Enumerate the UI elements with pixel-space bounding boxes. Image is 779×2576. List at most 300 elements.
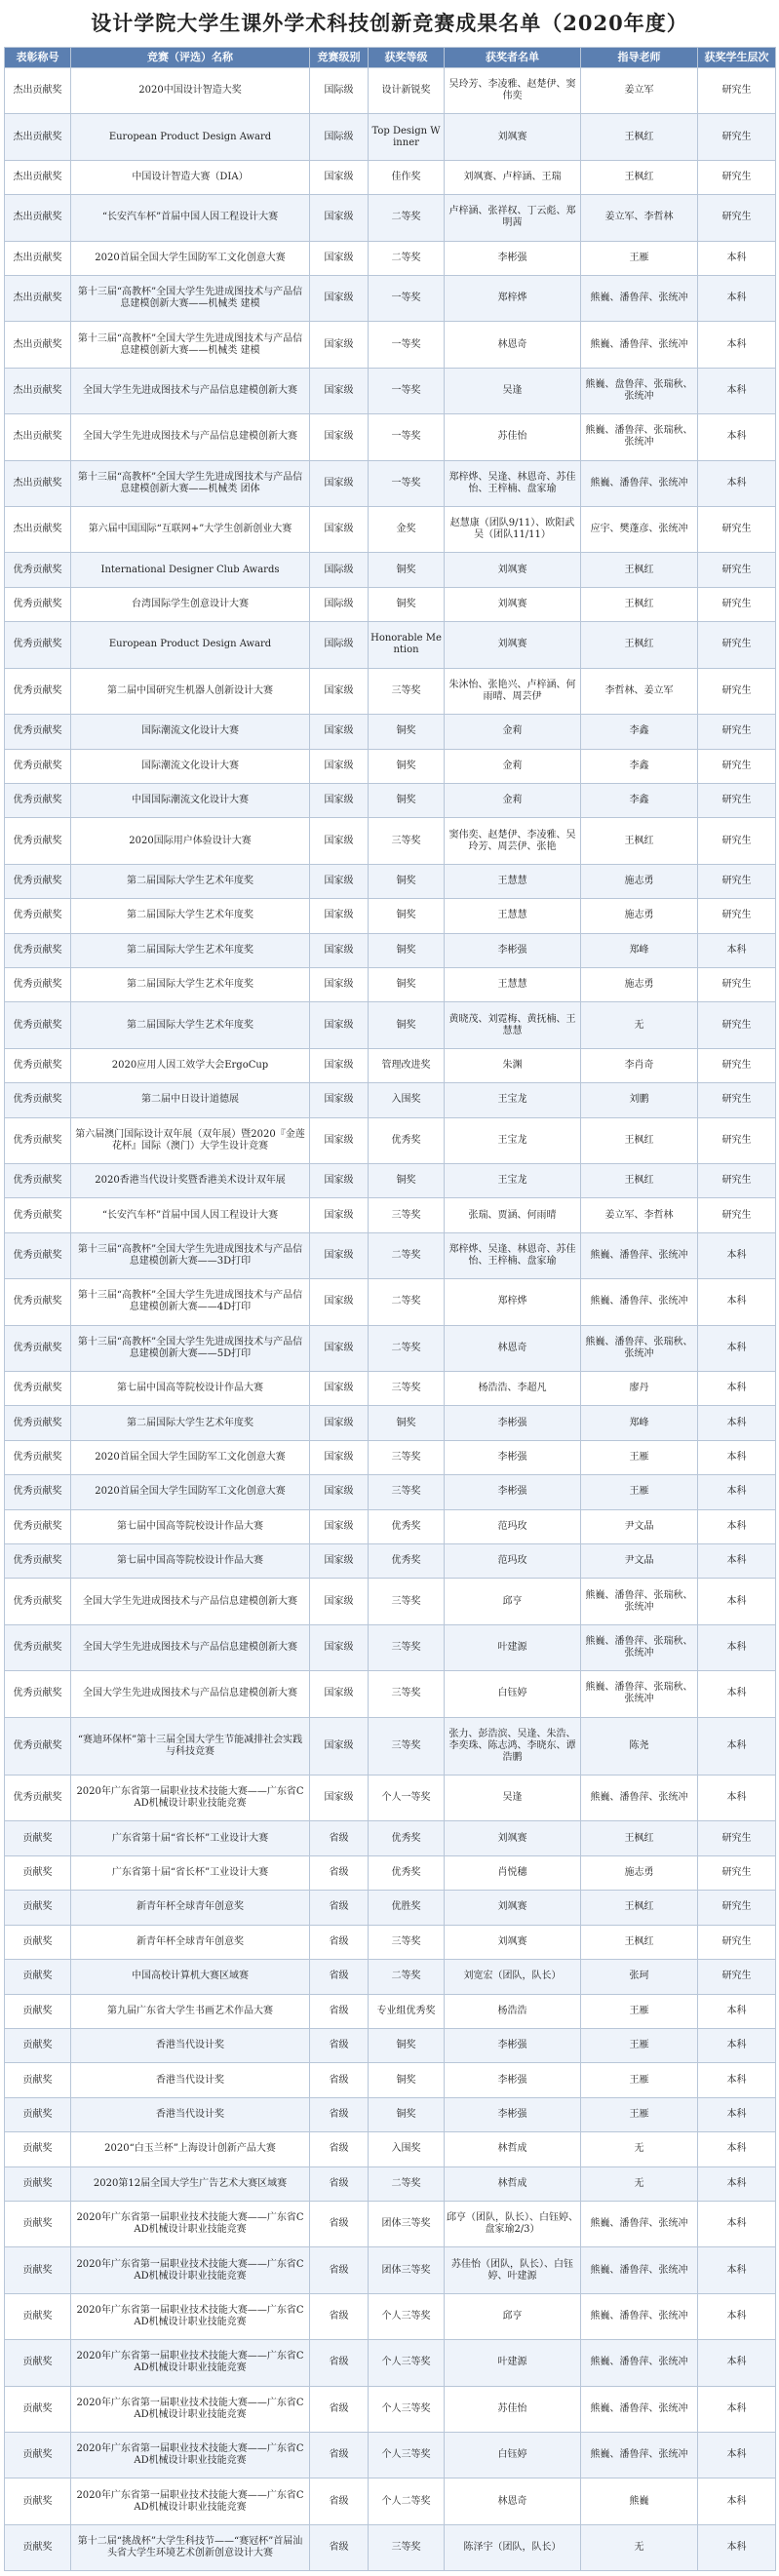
cell-competition: “长安汽车杯”首届中国人因工程设计大赛 bbox=[71, 1198, 310, 1232]
table-row bbox=[5, 1279, 776, 1325]
cell-competition: 香港当代设计奖 bbox=[71, 2028, 310, 2062]
cell-student-level: 本科 bbox=[698, 1544, 776, 1579]
cell-award: 三等奖 bbox=[369, 1717, 445, 1775]
table-row bbox=[5, 818, 776, 864]
cell-advisor: 姜立军 bbox=[581, 68, 698, 114]
cell-level: 国家级 bbox=[310, 322, 369, 368]
cell-winners: 郑梓烨、吴逢、林恩奇、苏佳怡、王梓楠、盘家瑜 bbox=[445, 1232, 581, 1278]
cell-student-level: 研究生 bbox=[698, 1117, 776, 1163]
cell-advisor: 李肖奇 bbox=[581, 1048, 698, 1082]
cell-winners: 杨浩浩 bbox=[445, 1994, 581, 2028]
cell-winners: 吴逢 bbox=[445, 368, 581, 413]
cell-advisor: 应宇、樊蓬彦、张统冲 bbox=[581, 507, 698, 553]
cell-student-level: 研究生 bbox=[698, 1855, 776, 1890]
cell-winners: 刘飒赛 bbox=[445, 1891, 581, 1925]
cell-award: 三等奖 bbox=[369, 1440, 445, 1474]
cell-level: 省级 bbox=[310, 2166, 369, 2201]
cell-winners: 卢梓涵、张祥权、丁云彪、郑明茜 bbox=[445, 195, 581, 241]
cell-winners: 王慧慧 bbox=[445, 899, 581, 933]
cell-award: 铜奖 bbox=[369, 587, 445, 621]
cell-honor: 优秀贡献奖 bbox=[5, 1325, 71, 1371]
cell-advisor: 王雁 bbox=[581, 1994, 698, 2028]
cell-honor: 优秀贡献奖 bbox=[5, 1579, 71, 1624]
cell-award: 铜奖 bbox=[369, 967, 445, 1001]
col-header-award: 获奖等级 bbox=[369, 48, 445, 68]
cell-advisor: 熊巍、潘鲁萍、张统冲 bbox=[581, 1232, 698, 1278]
cell-advisor: 李鑫 bbox=[581, 715, 698, 749]
cell-advisor: 王枫红 bbox=[581, 587, 698, 621]
cell-student-level: 本科 bbox=[698, 1509, 776, 1543]
cell-competition: 2020第12届全国大学生广告艺术大赛区域赛 bbox=[71, 2166, 310, 2201]
cell-award: 铜奖 bbox=[369, 783, 445, 817]
cell-honor: 优秀贡献奖 bbox=[5, 1440, 71, 1474]
table-row bbox=[5, 160, 776, 194]
cell-award: 三等奖 bbox=[369, 1624, 445, 1670]
cell-student-level: 本科 bbox=[698, 2166, 776, 2201]
cell-honor: 贡献奖 bbox=[5, 2432, 71, 2478]
table-row bbox=[5, 2293, 776, 2339]
cell-award: 三等奖 bbox=[369, 1198, 445, 1232]
table-row bbox=[5, 1440, 776, 1474]
cell-student-level: 研究生 bbox=[698, 1163, 776, 1197]
cell-award: 一等奖 bbox=[369, 276, 445, 322]
cell-award: 铜奖 bbox=[369, 1406, 445, 1440]
cell-competition: 中国国际潮流文化设计大赛 bbox=[71, 783, 310, 817]
cell-award: 铜奖 bbox=[369, 2063, 445, 2097]
cell-honor: 贡献奖 bbox=[5, 2097, 71, 2131]
cell-winners: 李彬强 bbox=[445, 1440, 581, 1474]
cell-student-level: 研究生 bbox=[698, 622, 776, 668]
cell-winners: 杨浩浩、李超凡 bbox=[445, 1372, 581, 1406]
table-row bbox=[5, 2478, 776, 2524]
cell-award: 个人三等奖 bbox=[369, 2293, 445, 2339]
cell-student-level: 本科 bbox=[698, 2132, 776, 2166]
table-row bbox=[5, 2432, 776, 2478]
table-row bbox=[5, 783, 776, 817]
table-row bbox=[5, 1776, 776, 1821]
table-row bbox=[5, 1325, 776, 1371]
cell-winners: 赵慧康（团队9/11）、欧阳武吴（团队11/11） bbox=[445, 507, 581, 553]
cell-level: 省级 bbox=[310, 2432, 369, 2478]
table-row bbox=[5, 1671, 776, 1717]
cell-level: 国家级 bbox=[310, 414, 369, 460]
cell-level: 国家级 bbox=[310, 1048, 369, 1082]
cell-advisor: 施志勇 bbox=[581, 899, 698, 933]
cell-level: 国家级 bbox=[310, 1198, 369, 1232]
cell-advisor: 郑峰 bbox=[581, 933, 698, 967]
cell-competition: 第十三届“高教杯”全国大学生先进成图技术与产品信息建模创新大赛——机械类 建模 bbox=[71, 276, 310, 322]
cell-level: 国家级 bbox=[310, 160, 369, 194]
cell-award: 优秀奖 bbox=[369, 1821, 445, 1855]
cell-winners: 刘飒赛 bbox=[445, 1925, 581, 1959]
cell-honor: 优秀贡献奖 bbox=[5, 1083, 71, 1117]
cell-honor: 优秀贡献奖 bbox=[5, 1279, 71, 1325]
cell-advisor: 王枫红 bbox=[581, 1891, 698, 1925]
cell-level: 国家级 bbox=[310, 1440, 369, 1474]
cell-award: 三等奖 bbox=[369, 2524, 445, 2570]
cell-advisor: 无 bbox=[581, 2132, 698, 2166]
cell-competition: “长安汽车杯”首届中国人因工程设计大赛 bbox=[71, 195, 310, 241]
cell-winners: 苏佳怡 bbox=[445, 414, 581, 460]
cell-advisor: 王枫红 bbox=[581, 622, 698, 668]
cell-student-level: 本科 bbox=[698, 1440, 776, 1474]
cell-winners: 李彬强 bbox=[445, 2097, 581, 2131]
cell-competition: 第十三届“高教杯”全国大学生先进成图技术与产品信息建模创新大赛——机械类 建模 bbox=[71, 322, 310, 368]
cell-honor: 优秀贡献奖 bbox=[5, 587, 71, 621]
table-row bbox=[5, 1048, 776, 1082]
table-row bbox=[5, 2132, 776, 2166]
cell-student-level: 本科 bbox=[698, 2432, 776, 2478]
cell-competition: 2020年广东省第一届职业技术技能大赛——广东省CAD机械设计职业技能竞赛 bbox=[71, 2201, 310, 2246]
cell-competition: 2020首届全国大学生国防军工文化创意大赛 bbox=[71, 241, 310, 275]
cell-level: 省级 bbox=[310, 2293, 369, 2339]
table-row bbox=[5, 1509, 776, 1543]
cell-award: 铜奖 bbox=[369, 864, 445, 898]
table-row bbox=[5, 414, 776, 460]
cell-student-level: 本科 bbox=[698, 1624, 776, 1670]
cell-honor: 杰出贡献奖 bbox=[5, 276, 71, 322]
table-row bbox=[5, 1821, 776, 1855]
cell-advisor: 李鑫 bbox=[581, 749, 698, 783]
cell-competition: 国际潮流文化设计大赛 bbox=[71, 749, 310, 783]
cell-level: 国家级 bbox=[310, 276, 369, 322]
cell-competition: 全国大学生先进成图技术与产品信息建模创新大赛 bbox=[71, 1579, 310, 1624]
table-row bbox=[5, 1544, 776, 1579]
cell-student-level: 本科 bbox=[698, 460, 776, 506]
cell-honor: 优秀贡献奖 bbox=[5, 1509, 71, 1543]
cell-award: Honorable Mention bbox=[369, 622, 445, 668]
cell-student-level: 本科 bbox=[698, 368, 776, 413]
cell-award: 三等奖 bbox=[369, 1579, 445, 1624]
cell-level: 国家级 bbox=[310, 749, 369, 783]
cell-advisor: 熊巍、潘鲁萍、张统冲 bbox=[581, 322, 698, 368]
table-row bbox=[5, 1925, 776, 1959]
cell-winners: 林哲成 bbox=[445, 2166, 581, 2201]
cell-competition: 第十三届“高教杯”全国大学生先进成图技术与产品信息建模创新大赛——3D打印 bbox=[71, 1232, 310, 1278]
cell-competition: 第七届中国高等院校设计作品大赛 bbox=[71, 1372, 310, 1406]
cell-advisor: 李哲林、姜立军 bbox=[581, 668, 698, 714]
cell-award: 二等奖 bbox=[369, 2166, 445, 2201]
cell-student-level: 本科 bbox=[698, 2063, 776, 2097]
cell-student-level: 研究生 bbox=[698, 967, 776, 1001]
cell-award: 个人二等奖 bbox=[369, 2478, 445, 2524]
cell-award: 二等奖 bbox=[369, 1279, 445, 1325]
cell-competition: 2020年广东省第一届职业技术技能大赛——广东省CAD机械设计职业技能竞赛 bbox=[71, 2478, 310, 2524]
cell-student-level: 研究生 bbox=[698, 1002, 776, 1048]
cell-student-level: 研究生 bbox=[698, 783, 776, 817]
cell-award: 优秀奖 bbox=[369, 1855, 445, 1890]
cell-advisor: 王枫红 bbox=[581, 1925, 698, 1959]
cell-advisor: 刘鹏 bbox=[581, 1083, 698, 1117]
cell-award: 三等奖 bbox=[369, 1372, 445, 1406]
cell-student-level: 本科 bbox=[698, 2247, 776, 2293]
cell-award: 一等奖 bbox=[369, 414, 445, 460]
table-row bbox=[5, 1624, 776, 1670]
cell-award: 二等奖 bbox=[369, 1325, 445, 1371]
cell-level: 国家级 bbox=[310, 1509, 369, 1543]
cell-award: 铜奖 bbox=[369, 899, 445, 933]
cell-level: 省级 bbox=[310, 2247, 369, 2293]
table-row bbox=[5, 933, 776, 967]
cell-competition: 全国大学生先进成图技术与产品信息建模创新大赛 bbox=[71, 1624, 310, 1670]
cell-honor: 贡献奖 bbox=[5, 1855, 71, 1890]
cell-winners: 吴玲芳、李凌雅、赵楚伊、窦伟奕 bbox=[445, 68, 581, 114]
cell-advisor: 熊巍 bbox=[581, 2478, 698, 2524]
cell-award: 铜奖 bbox=[369, 933, 445, 967]
table-row bbox=[5, 2386, 776, 2432]
cell-award: 铜奖 bbox=[369, 2028, 445, 2062]
cell-advisor: 尹文晶 bbox=[581, 1544, 698, 1579]
cell-honor: 优秀贡献奖 bbox=[5, 1372, 71, 1406]
cell-winners: 王慧慧 bbox=[445, 967, 581, 1001]
cell-student-level: 本科 bbox=[698, 276, 776, 322]
cell-competition: 全国大学生先进成图技术与产品信息建模创新大赛 bbox=[71, 1671, 310, 1717]
cell-level: 国家级 bbox=[310, 1776, 369, 1821]
cell-level: 国家级 bbox=[310, 368, 369, 413]
cell-level: 国家级 bbox=[310, 864, 369, 898]
cell-level: 国家级 bbox=[310, 1117, 369, 1163]
cell-winners: 郑梓烨、吴逢、林恩奇、苏佳怡、王梓楠、盘家瑜 bbox=[445, 460, 581, 506]
table-header-row bbox=[5, 48, 776, 68]
cell-honor: 贡献奖 bbox=[5, 2524, 71, 2570]
cell-competition: 第六届澳门国际设计双年展（双年展）暨2020『金莲花杯』国际（澳门）大学生设计竞赛 bbox=[71, 1117, 310, 1163]
cell-award: 团体三等奖 bbox=[369, 2201, 445, 2246]
cell-student-level: 研究生 bbox=[698, 507, 776, 553]
cell-award: Top Design Winner bbox=[369, 114, 445, 160]
cell-student-level: 本科 bbox=[698, 1325, 776, 1371]
col-header-winners: 获奖者名单 bbox=[445, 48, 581, 68]
cell-advisor: 王雁 bbox=[581, 1440, 698, 1474]
cell-winners: 刘飒赛 bbox=[445, 1821, 581, 1855]
cell-honor: 贡献奖 bbox=[5, 2166, 71, 2201]
table-row bbox=[5, 622, 776, 668]
cell-student-level: 研究生 bbox=[698, 553, 776, 587]
cell-honor: 优秀贡献奖 bbox=[5, 553, 71, 587]
cell-student-level: 研究生 bbox=[698, 587, 776, 621]
cell-student-level: 本科 bbox=[698, 2340, 776, 2386]
table-row bbox=[5, 1198, 776, 1232]
table-row bbox=[5, 1372, 776, 1406]
cell-advisor: 施志勇 bbox=[581, 1855, 698, 1890]
cell-winners: 林恩奇 bbox=[445, 2478, 581, 2524]
cell-advisor: 王雁 bbox=[581, 241, 698, 275]
cell-winners: 刘飒赛 bbox=[445, 114, 581, 160]
cell-competition: 国际潮流文化设计大赛 bbox=[71, 715, 310, 749]
cell-competition: 全国大学生先进成图技术与产品信息建模创新大赛 bbox=[71, 368, 310, 413]
cell-level: 省级 bbox=[310, 2063, 369, 2097]
cell-advisor: 王枫红 bbox=[581, 114, 698, 160]
cell-winners: 李彬强 bbox=[445, 2028, 581, 2062]
cell-winners: 金莉 bbox=[445, 749, 581, 783]
cell-honor: 优秀贡献奖 bbox=[5, 1048, 71, 1082]
cell-level: 国家级 bbox=[310, 1279, 369, 1325]
table-row bbox=[5, 368, 776, 413]
cell-winners: 窦伟奕、赵楚伊、李凌雅、吴玲芳、周芸伊、张艳 bbox=[445, 818, 581, 864]
cell-competition: 第二届国际大学生艺术年度奖 bbox=[71, 933, 310, 967]
cell-level: 国家级 bbox=[310, 967, 369, 1001]
cell-honor: 贡献奖 bbox=[5, 1960, 71, 1994]
cell-competition: 第二届国际大学生艺术年度奖 bbox=[71, 1002, 310, 1048]
results-table bbox=[4, 47, 776, 2571]
cell-competition: 2020应用人因工效学大会ErgoCup bbox=[71, 1048, 310, 1082]
cell-honor: 贡献奖 bbox=[5, 2386, 71, 2432]
cell-level: 省级 bbox=[310, 2524, 369, 2570]
cell-winners: 叶建源 bbox=[445, 2340, 581, 2386]
cell-award: 专业组优秀奖 bbox=[369, 1994, 445, 2028]
cell-honor: 优秀贡献奖 bbox=[5, 668, 71, 714]
cell-student-level: 本科 bbox=[698, 2386, 776, 2432]
cell-advisor: 廖丹 bbox=[581, 1372, 698, 1406]
table-row bbox=[5, 322, 776, 368]
cell-winners: 王宝龙 bbox=[445, 1163, 581, 1197]
cell-student-level: 研究生 bbox=[698, 818, 776, 864]
cell-winners: 范玛玫 bbox=[445, 1544, 581, 1579]
cell-honor: 优秀贡献奖 bbox=[5, 715, 71, 749]
cell-honor: 杰出贡献奖 bbox=[5, 160, 71, 194]
cell-competition: 第十三届“高教杯”全国大学生先进成图技术与产品信息建模创新大赛——4D打印 bbox=[71, 1279, 310, 1325]
table-row bbox=[5, 749, 776, 783]
cell-winners: 郑梓烨 bbox=[445, 276, 581, 322]
cell-award: 三等奖 bbox=[369, 818, 445, 864]
cell-honor: 优秀贡献奖 bbox=[5, 1475, 71, 1509]
table-row bbox=[5, 1579, 776, 1624]
cell-competition: 新青年杯全球青年创意奖 bbox=[71, 1891, 310, 1925]
cell-competition: 香港当代设计奖 bbox=[71, 2063, 310, 2097]
cell-honor: 杰出贡献奖 bbox=[5, 460, 71, 506]
table-row bbox=[5, 460, 776, 506]
cell-competition: European Product Design Award bbox=[71, 622, 310, 668]
cell-competition: 第二届国际大学生艺术年度奖 bbox=[71, 864, 310, 898]
cell-award: 佳作奖 bbox=[369, 160, 445, 194]
cell-honor: 优秀贡献奖 bbox=[5, 818, 71, 864]
cell-level: 国家级 bbox=[310, 1083, 369, 1117]
cell-honor: 杰出贡献奖 bbox=[5, 322, 71, 368]
cell-award: 个人一等奖 bbox=[369, 1776, 445, 1821]
table-row bbox=[5, 2201, 776, 2246]
cell-honor: 杰出贡献奖 bbox=[5, 368, 71, 413]
cell-level: 国家级 bbox=[310, 899, 369, 933]
cell-winners: 苏佳怡 bbox=[445, 2386, 581, 2432]
cell-award: 二等奖 bbox=[369, 241, 445, 275]
cell-award: 入围奖 bbox=[369, 1083, 445, 1117]
col-header-level: 竞赛级别 bbox=[310, 48, 369, 68]
cell-honor: 优秀贡献奖 bbox=[5, 1624, 71, 1670]
table-row bbox=[5, 2340, 776, 2386]
cell-honor: 杰出贡献奖 bbox=[5, 414, 71, 460]
cell-honor: 贡献奖 bbox=[5, 2478, 71, 2524]
cell-advisor: 熊巍、潘鲁萍、张统冲 bbox=[581, 1279, 698, 1325]
cell-honor: 优秀贡献奖 bbox=[5, 1776, 71, 1821]
cell-award: 三等奖 bbox=[369, 668, 445, 714]
cell-level: 省级 bbox=[310, 1960, 369, 1994]
table-row bbox=[5, 1891, 776, 1925]
cell-advisor: 熊巍、潘鲁萍、张统冲 bbox=[581, 1776, 698, 1821]
cell-level: 国家级 bbox=[310, 1232, 369, 1278]
cell-level: 省级 bbox=[310, 1821, 369, 1855]
table-row bbox=[5, 864, 776, 898]
cell-level: 国家级 bbox=[310, 1372, 369, 1406]
col-header-honor: 表彰称号 bbox=[5, 48, 71, 68]
cell-award: 铜奖 bbox=[369, 1002, 445, 1048]
cell-level: 省级 bbox=[310, 2201, 369, 2246]
cell-competition: European Product Design Award bbox=[71, 114, 310, 160]
cell-competition: 第九届广东省大学生书画艺术作品大赛 bbox=[71, 1994, 310, 2028]
cell-winners: 郑梓烨 bbox=[445, 1279, 581, 1325]
cell-competition: 全国大学生先进成图技术与产品信息建模创新大赛 bbox=[71, 414, 310, 460]
cell-student-level: 本科 bbox=[698, 2524, 776, 2570]
cell-competition: “赛迪环保杯”第十三届全国大学生节能减排社会实践与科技竞赛 bbox=[71, 1717, 310, 1775]
cell-advisor: 尹文晶 bbox=[581, 1509, 698, 1543]
cell-level: 国家级 bbox=[310, 1325, 369, 1371]
cell-level: 国家级 bbox=[310, 1579, 369, 1624]
cell-honor: 优秀贡献奖 bbox=[5, 933, 71, 967]
table-row bbox=[5, 553, 776, 587]
cell-student-level: 研究生 bbox=[698, 1083, 776, 1117]
cell-winners: 刘飒赛、卢梓涵、王瑞 bbox=[445, 160, 581, 194]
cell-level: 国际级 bbox=[310, 622, 369, 668]
cell-advisor: 姜立军、李哲林 bbox=[581, 195, 698, 241]
cell-competition: 第七届中国高等院校设计作品大赛 bbox=[71, 1544, 310, 1579]
table-row bbox=[5, 2524, 776, 2570]
cell-advisor: 王雁 bbox=[581, 2063, 698, 2097]
cell-honor: 优秀贡献奖 bbox=[5, 1117, 71, 1163]
cell-level: 省级 bbox=[310, 2478, 369, 2524]
table-row bbox=[5, 1232, 776, 1278]
table-row bbox=[5, 1855, 776, 1890]
cell-winners: 王慧慧 bbox=[445, 864, 581, 898]
cell-advisor: 熊巍、盘鲁萍、张瑞秋、张统冲 bbox=[581, 368, 698, 413]
cell-competition: 香港当代设计奖 bbox=[71, 2097, 310, 2131]
cell-level: 国家级 bbox=[310, 460, 369, 506]
cell-advisor: 姜立军、李哲林 bbox=[581, 1198, 698, 1232]
cell-award: 优秀奖 bbox=[369, 1544, 445, 1579]
cell-advisor: 熊巍、潘鲁萍、张统冲 bbox=[581, 2293, 698, 2339]
cell-award: 团体三等奖 bbox=[369, 2247, 445, 2293]
cell-competition: 第二届国际大学生艺术年度奖 bbox=[71, 967, 310, 1001]
cell-level: 省级 bbox=[310, 1855, 369, 1890]
cell-honor: 贡献奖 bbox=[5, 2132, 71, 2166]
cell-honor: 贡献奖 bbox=[5, 2340, 71, 2386]
table-row bbox=[5, 114, 776, 160]
cell-advisor: 无 bbox=[581, 1002, 698, 1048]
cell-winners: 李彬强 bbox=[445, 1406, 581, 1440]
cell-honor: 贡献奖 bbox=[5, 1891, 71, 1925]
table-row bbox=[5, 587, 776, 621]
cell-winners: 王宝龙 bbox=[445, 1083, 581, 1117]
cell-honor: 贡献奖 bbox=[5, 2247, 71, 2293]
cell-winners: 张力、彭浩滨、吴逢、朱浩、李奕珠、陈志鸿、李晓东、谭浩鹏 bbox=[445, 1717, 581, 1775]
cell-student-level: 研究生 bbox=[698, 899, 776, 933]
cell-award: 一等奖 bbox=[369, 460, 445, 506]
cell-advisor: 无 bbox=[581, 2166, 698, 2201]
cell-winners: 李彬强 bbox=[445, 2063, 581, 2097]
cell-honor: 杰出贡献奖 bbox=[5, 68, 71, 114]
cell-advisor: 王雁 bbox=[581, 2097, 698, 2131]
cell-award: 一等奖 bbox=[369, 322, 445, 368]
table-row bbox=[5, 2097, 776, 2131]
cell-competition: 广东省第十届“省长杯”工业设计大赛 bbox=[71, 1855, 310, 1890]
cell-student-level: 本科 bbox=[698, 322, 776, 368]
table-row bbox=[5, 241, 776, 275]
cell-advisor: 熊巍、潘鲁萍、张瑞秋、张统冲 bbox=[581, 1671, 698, 1717]
cell-competition: 第二届国际大学生艺术年度奖 bbox=[71, 899, 310, 933]
cell-advisor: 王雁 bbox=[581, 2028, 698, 2062]
cell-award: 铜奖 bbox=[369, 2097, 445, 2131]
cell-advisor: 熊巍、潘鲁萍、张瑞秋、张统冲 bbox=[581, 1624, 698, 1670]
cell-competition: 2020年广东省第一届职业技术技能大赛——广东省CAD机械设计职业技能竞赛 bbox=[71, 2247, 310, 2293]
col-header-competition: 竞赛（评选）名称 bbox=[71, 48, 310, 68]
cell-level: 省级 bbox=[310, 2340, 369, 2386]
